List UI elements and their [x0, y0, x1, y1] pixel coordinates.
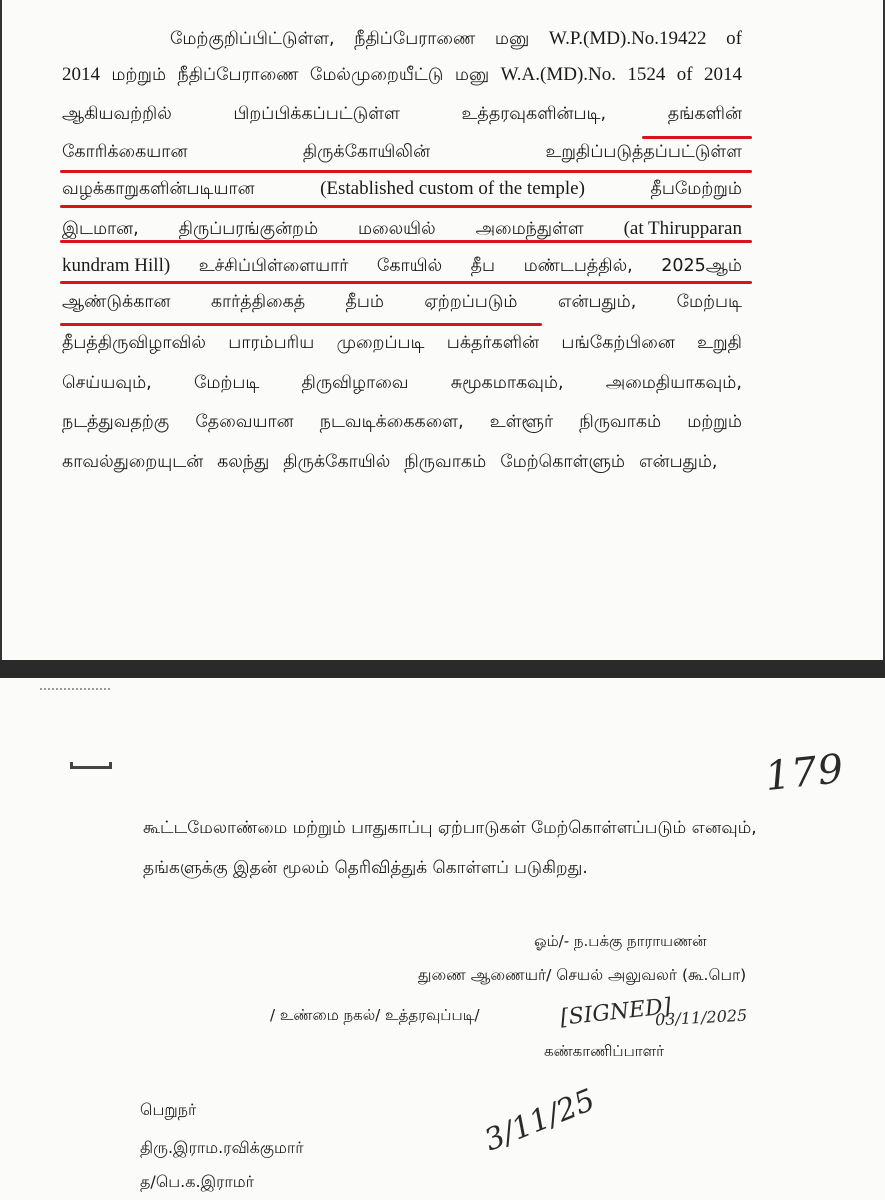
word: W.A.(MD).No.: [500, 64, 616, 85]
word: மனு: [494, 29, 530, 49]
recipient-label: பெறுநர்: [140, 1100, 197, 1119]
word: ஏற்றப்படும்: [424, 292, 518, 312]
word: உறுதி: [697, 333, 742, 353]
word: மண்டபத்தில்,: [523, 256, 633, 276]
word: of: [676, 64, 693, 85]
word: கோயில்: [376, 256, 443, 276]
word: 1524: [627, 64, 666, 85]
document-page-bottom: [0, 678, 885, 1200]
paragraph-line: தங்களுக்கு இதன் மூலம் தெரிவித்துக் கொள்ளப் படுகிறது.: [143, 858, 588, 878]
paragraph-line: [62, 373, 742, 395]
word: W.P.(MD).No.19422: [548, 28, 707, 49]
word: நடவடிக்கைகளை,: [319, 412, 464, 432]
word: என்பதும்,: [639, 452, 718, 472]
word: தங்களின்: [667, 104, 742, 124]
scan-bracket-mark: [70, 762, 112, 769]
superintendent-label: கண்காணிப்பாளர்: [544, 1042, 664, 1060]
paragraph-line: [170, 28, 742, 51]
word: (at Thirupparan: [623, 218, 742, 239]
word: உச்சிப்பிள்ளையார்: [198, 256, 349, 276]
word: அமைந்துள்ள: [475, 219, 584, 239]
paragraph-line: கூட்டமேலாண்மை மற்றும் பாதுகாப்பு ஏற்பாடுகள் மேற்கொள்ளப்படும் எனவும்,: [143, 818, 757, 838]
word: பிறப்பிக்கப்பட்டுள்ள: [233, 104, 400, 124]
handwritten-initials: [SIGNED]: [558, 994, 673, 1031]
highlight-underline: [60, 205, 752, 208]
signature-name: ஓம்/- ந.பக்கு நாராயணன்: [534, 932, 707, 950]
word: ஆகியவற்றில்: [62, 104, 172, 124]
word: மற்றும்: [111, 65, 167, 85]
word: திருப்பரங்குன்றம்: [178, 219, 319, 239]
word: மேல்முறையீட்டு: [309, 65, 444, 85]
highlight-underline: [60, 170, 752, 173]
paragraph-line: [62, 142, 742, 164]
word: திருக்கோயில்: [283, 452, 391, 472]
word: பக்தர்களின்: [446, 333, 540, 353]
word: தேவையான: [195, 412, 294, 432]
highlight-underline: [60, 240, 752, 243]
word: (Established custom of the temple): [320, 178, 585, 199]
word: தீபத்திருவிழாவில்: [62, 333, 206, 353]
true-copy-line: / உண்மை நகல்/ உத்தரவுப்படி/: [270, 1006, 480, 1024]
word: சுமூகமாகவும்,: [450, 373, 564, 393]
handwritten-date: 03/11/2025: [654, 1005, 748, 1030]
word: கார்த்திகைத்: [210, 292, 306, 312]
highlight-underline: [60, 323, 542, 326]
word: தீபம்: [345, 292, 385, 312]
word: நடத்துவதற்கு: [62, 412, 170, 432]
signature-title: துணை ஆணையர்/ செயல் அலுவலர் (கூ.பொ): [418, 966, 747, 984]
word: காவல்துறையுடன்: [62, 452, 204, 472]
paragraph-line: [62, 178, 742, 201]
word: பாரம்பரிய: [228, 333, 315, 353]
word: உறுதிப்படுத்தப்பட்டுள்ள: [545, 142, 742, 162]
handwritten-page-number: 179: [762, 745, 847, 801]
word: திருவிழாவை: [301, 373, 409, 393]
handwritten-date-received: 3/11/25: [479, 1082, 601, 1159]
word: முறைப்படி: [336, 333, 425, 353]
word: மேற்கொள்ளும்: [500, 452, 626, 472]
word: திருக்கோயிலின்: [302, 142, 431, 162]
word: மேற்படி: [193, 373, 260, 393]
paragraph-line: [62, 104, 742, 126]
paragraph-line: [62, 452, 742, 474]
highlight-underline: [642, 136, 752, 139]
word: 2025ஆம்: [661, 256, 742, 276]
word: மற்றும்: [687, 412, 742, 432]
paragraph-line: [62, 218, 742, 241]
word: கோரிக்கையான: [62, 142, 188, 162]
paragraph-line: [62, 412, 742, 434]
word: என்பதும்,: [557, 292, 637, 312]
word: தீப: [470, 256, 496, 276]
word: நிருவாகம்: [579, 412, 662, 432]
word: இடமான,: [62, 219, 139, 239]
highlight-underline: [60, 281, 752, 284]
word: உள்ளூர்: [489, 412, 554, 432]
word: மேற்படி: [676, 292, 742, 312]
word: பங்கேற்பினை: [561, 333, 675, 353]
paragraph-line: [62, 292, 742, 314]
word: kundram Hill): [62, 255, 171, 276]
word: செய்யவும்,: [62, 373, 152, 393]
paragraph-line: [62, 64, 742, 87]
word: தீபமேற்றும்: [650, 179, 742, 199]
word: நீதிப்பேராணை: [354, 29, 476, 49]
word: 2014: [704, 64, 742, 85]
word: மேற்குறிப்பிட்டுள்ள,: [170, 29, 335, 49]
page-separator: [0, 660, 885, 678]
word: of: [726, 28, 742, 49]
word: நிருவாகம்: [404, 452, 487, 472]
word: உத்தரவுகளின்படி,: [461, 104, 607, 124]
word: 2014: [62, 64, 100, 85]
word: வழக்காறுகளின்படியான: [62, 179, 255, 199]
word: மலையில்: [357, 219, 436, 239]
paragraph-line: [62, 255, 742, 278]
word: அமைதியாகவும்,: [605, 373, 742, 393]
scan-speckle: [40, 688, 110, 692]
recipient-name: திரு.இராம.ரவிக்குமார்: [140, 1138, 304, 1157]
recipient-relation: த/பெ.க.இராமர்: [140, 1172, 254, 1191]
word: நீதிப்பேராணை: [177, 65, 299, 85]
paragraph-line: [62, 333, 742, 355]
word: மனு: [454, 65, 490, 85]
word: ஆண்டுக்கான: [62, 292, 171, 312]
word: கலந்து: [217, 452, 270, 472]
